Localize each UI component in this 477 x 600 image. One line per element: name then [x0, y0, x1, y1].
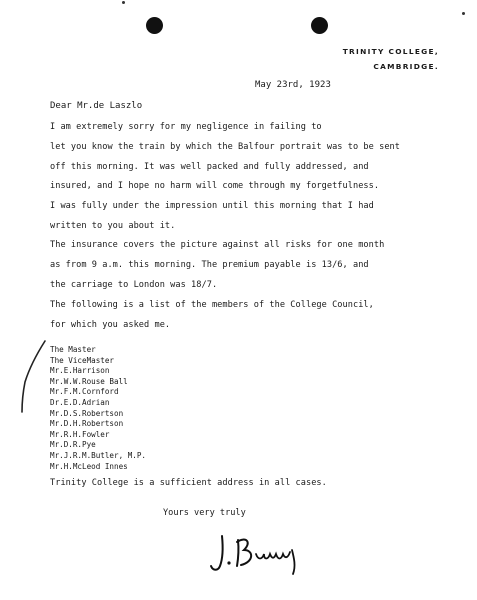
member-item: Mr.D.H.Robertson: [50, 419, 124, 429]
body-line: let you know the train by which the Balfour portrait was to be sent: [50, 142, 400, 152]
body-line: The following is a list of the members of the College Council,: [50, 300, 374, 310]
letterhead-line-1: TRINITY COLLEGE,: [342, 47, 439, 56]
letter-date: May 23rd, 1923: [255, 80, 331, 90]
body-line: I was fully under the impression until this morning that I had: [50, 201, 374, 211]
member-item: Mr.F.M.Cornford: [50, 387, 119, 397]
council-members-list: [50, 345, 146, 472]
body-line: I am extremely sorry for my negligence in failing to: [50, 122, 322, 132]
member-item: Mr.E.Harrison: [50, 366, 110, 376]
member-item: Mr.R.H.Fowler: [50, 429, 110, 439]
ink-mark: [462, 12, 465, 15]
member-item: Mr.W.W.Rouse Ball: [50, 376, 128, 386]
handwritten-bracket-mark: [18, 338, 48, 414]
member-item: Mr.D.S.Robertson: [50, 408, 124, 418]
letterhead: [343, 44, 439, 74]
body-line: off this morning. It was well packed and fully addressed, and: [50, 162, 369, 172]
letterhead-line-2: CAMBRIDGE.: [373, 62, 439, 71]
salutation: Dear Mr.de Laszlo: [50, 101, 143, 111]
body-line: as from 9 a.m. this morning. The premium payable is 13/6, and: [50, 260, 369, 270]
body-line: for which you asked me.: [50, 320, 171, 330]
member-item: The Master: [50, 345, 96, 354]
body-line: the carriage to London was 18/7.: [50, 280, 218, 290]
signature: [208, 530, 308, 576]
body-line: The insurance covers the picture against all risks for one month: [50, 240, 385, 250]
punch-hole-right: [311, 17, 328, 34]
member-item: Mr.D.R.Pye: [50, 440, 96, 450]
body-line: insured, and I hope no harm will come through my forgetfulness.: [50, 181, 380, 191]
punch-hole-left: [146, 17, 163, 34]
closing: Yours very truly: [163, 508, 246, 518]
member-item: Dr.E.D.Adrian: [50, 397, 110, 407]
address-note: Trinity College is a sufficient address in all cases.: [50, 478, 327, 488]
member-item: The ViceMaster: [50, 355, 115, 365]
member-item: Mr.J.R.M.Butler, M.P.: [50, 450, 147, 460]
body-line: written to you about it.: [50, 221, 176, 231]
member-item: Mr.H.McLeod Innes: [50, 461, 128, 471]
ink-mark: [122, 1, 125, 4]
